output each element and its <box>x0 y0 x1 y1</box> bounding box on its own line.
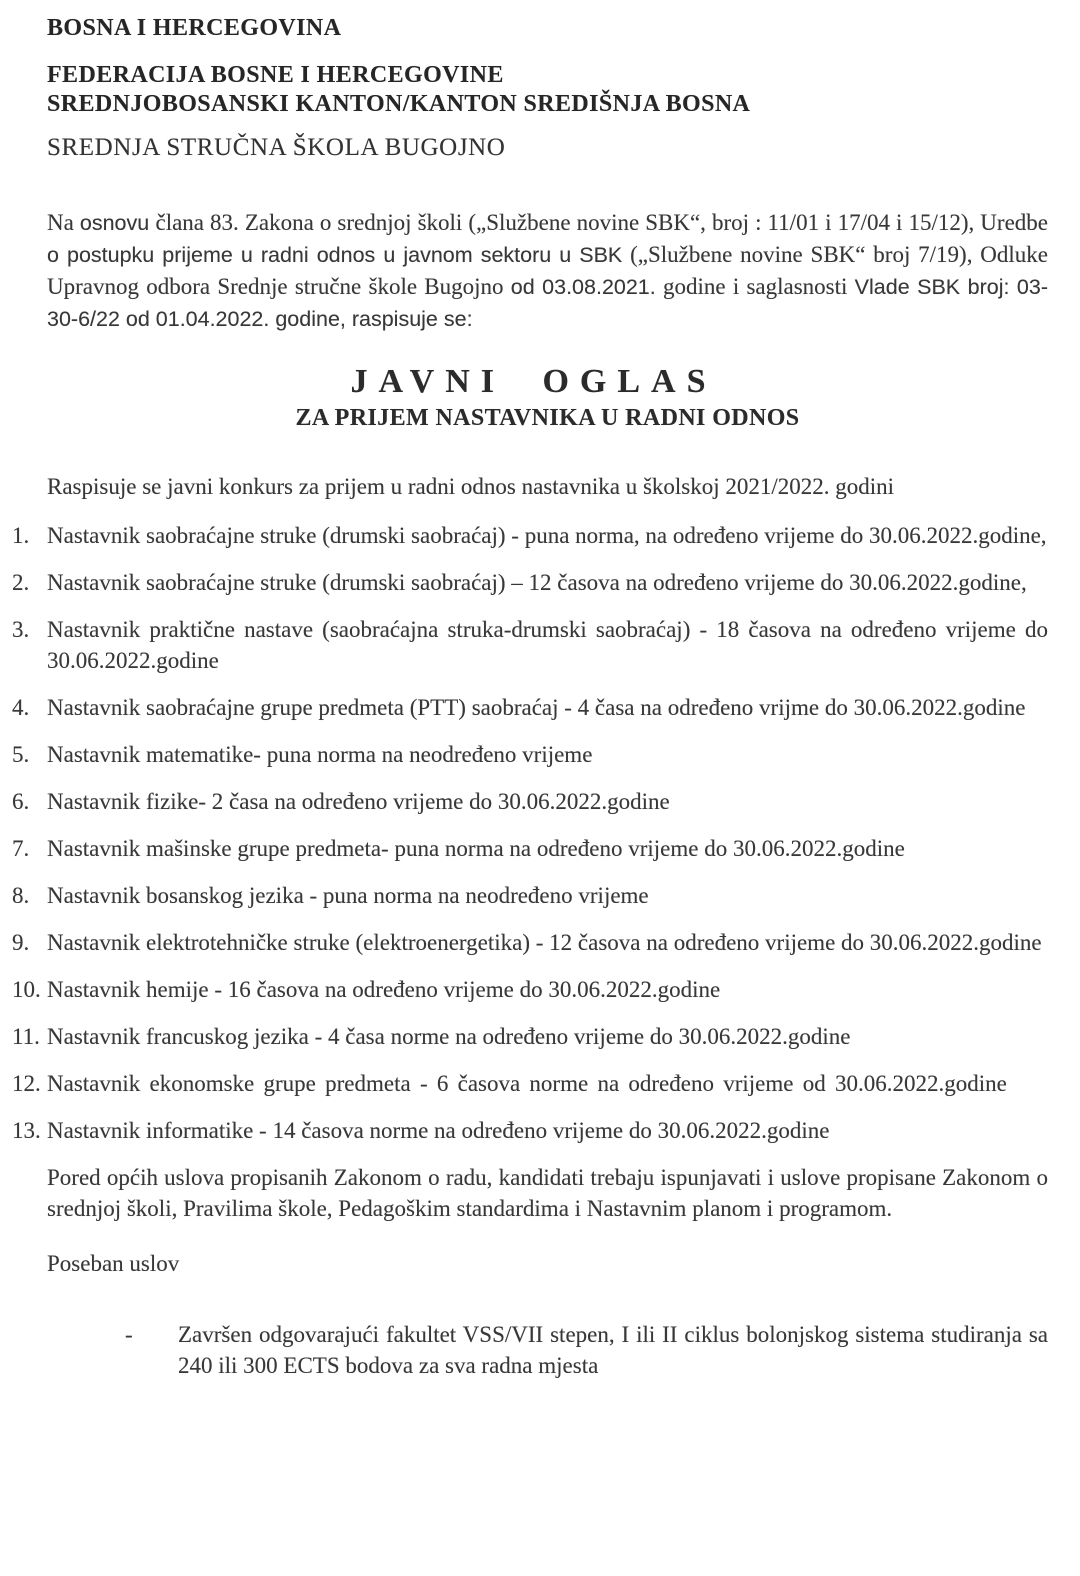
position-text: Nastavnik mašinske grupe predmeta- puna norma na određeno vrijeme do 30.06.2022.godine <box>47 836 905 861</box>
position-text: Nastavnik ekonomske grupe predmeta - 6 časova norme na određeno vrijeme od 30.06.2022.godine <box>47 1071 1007 1096</box>
org-school-line: SREDNJA STRUČNA ŠKOLA BUGOJNO <box>47 134 506 161</box>
special-condition-text: Završen odgovarajući fakultet VSS/VII stepen, I ili II ciklus bolonjskog sistema studiranja sa 240 ili 300 ECTS bodova za sva radna mjesta <box>178 1322 1048 1378</box>
intro-segment: člana 83. Zakona o srednjoj školi („Službene novine SBK“, broj : 11/01 i 17/04 i 15/12), Uredbe <box>155 210 1048 235</box>
position-item <box>8 739 1048 770</box>
position-item <box>8 567 1048 598</box>
notice-title: JAVNI OGLAS <box>350 363 717 400</box>
position-number: 9. <box>12 930 30 955</box>
position-number: 11. <box>12 1024 40 1049</box>
position-text: Nastavnik francuskog jezika - 4 časa norme na određeno vrijeme do 30.06.2022.godine <box>47 1024 851 1049</box>
position-text: Nastavnik bosanskog jezika - puna norma na neodređeno vrijeme <box>47 883 649 908</box>
position-text: Nastavnik saobraćajne grupe predmeta (PTT) saobraćaj - 4 časa na određeno vrijme do 30.06.2022.godine <box>47 695 1026 720</box>
position-item <box>8 833 1048 864</box>
position-number: 12. <box>12 1071 41 1096</box>
special-condition-item <box>119 1319 1048 1381</box>
org-federation-line: FEDERACIJA BOSNE I HERCEGOVINE <box>47 62 504 88</box>
position-text: Nastavnik saobraćajne struke (drumski saobraćaj) – 12 časova na određeno vrijeme do 30.06.2022.godine, <box>47 570 1027 595</box>
notice-subtitle: ZA PRIJEM NASTAVNIKA U RADNI ODNOS <box>295 405 800 431</box>
intro-segment: Vlade SBK broj: 03-30-6/22 od 01.04.2022. godine, raspisuje se: <box>47 275 1048 331</box>
position-number: 4. <box>12 695 30 720</box>
position-text: Nastavnik praktične nastave (saobraćajna struka-drumski saobraćaj) - 18 časova na određeno vrijeme do 30.06.2022.godine <box>47 617 1048 673</box>
position-number: 10. <box>12 977 41 1002</box>
intro-segment: godine i saglasnosti <box>655 274 855 299</box>
intro-segment: od 03.08.2021. <box>510 275 656 299</box>
special-condition-heading: Poseban uslov <box>47 1251 180 1276</box>
position-text: Nastavnik hemije - 16 časova na određeno vrijeme do 30.06.2022.godine <box>47 977 721 1002</box>
positions-list <box>12 520 1048 1146</box>
notice-title-block <box>47 361 1048 433</box>
intro-segment: osnovu <box>79 211 156 235</box>
position-item <box>8 1115 1048 1146</box>
position-item <box>8 927 1048 958</box>
position-number: 2. <box>12 570 30 595</box>
intro-paragraph <box>47 207 1048 335</box>
position-text: Nastavnik saobraćajne struke (drumski saobraćaj) - puna norma, na određeno vrijeme do 30.06.2022.godine, <box>47 523 1047 548</box>
position-number: 13. <box>12 1118 41 1143</box>
position-number: 3. <box>12 617 30 642</box>
position-number: 7. <box>12 836 30 861</box>
general-conditions-paragraph: Pored općih uslova propisanih Zakonom o radu, kandidati trebaju ispunjavati i uslove propisane Zakonom o srednjoj školi, Pravilima škole, Pedagoškim standardima i Nastavnim planom i programom. <box>47 1165 1048 1221</box>
position-text: Nastavnik fizike- 2 časa na određeno vrijeme do 30.06.2022.godine <box>47 789 670 814</box>
org-header <box>47 14 1048 163</box>
document-page <box>12 14 1049 1381</box>
position-item <box>8 880 1048 911</box>
intro-segment: o postupku prijeme u radni odnos u javnom sektoru u SBK <box>47 243 623 267</box>
intro-segment: Na <box>47 210 80 235</box>
org-canton-line: SREDNJOBOSANSKI KANTON/KANTON SREDIŠNJA BOSNA <box>47 91 751 117</box>
position-number: 8. <box>12 883 30 908</box>
position-number: 5. <box>12 742 30 767</box>
position-text: Nastavnik matematike- puna norma na neodređeno vrijeme <box>47 742 593 767</box>
dash-marker: - <box>125 1322 133 1347</box>
position-item <box>8 614 1048 676</box>
position-item <box>8 786 1048 817</box>
org-country-line: BOSNA I HERCEGOVINA <box>47 15 342 41</box>
position-item <box>8 974 1048 1005</box>
position-item <box>8 692 1048 723</box>
position-item <box>8 520 1048 551</box>
position-number: 6. <box>12 789 30 814</box>
intro-segment: („Službene novine SBK“ broj 7/19), Odluke Upravnog odbora Srednje stručne škole Bugojno <box>47 242 1049 299</box>
position-number: 1. <box>12 523 30 548</box>
position-item <box>8 1068 1048 1099</box>
position-item <box>8 1021 1048 1052</box>
lead-paragraph: Raspisuje se javni konkurs za prijem u radni odnos nastavnika u školskoj 2021/2022. godini <box>47 474 895 499</box>
position-text: Nastavnik elektrotehničke struke (elektroenergetika) - 12 časova na određeno vrijeme do 30.06.2022.godine <box>47 930 1042 955</box>
position-text: Nastavnik informatike - 14 časova norme na određeno vrijeme do 30.06.2022.godine <box>47 1118 830 1143</box>
